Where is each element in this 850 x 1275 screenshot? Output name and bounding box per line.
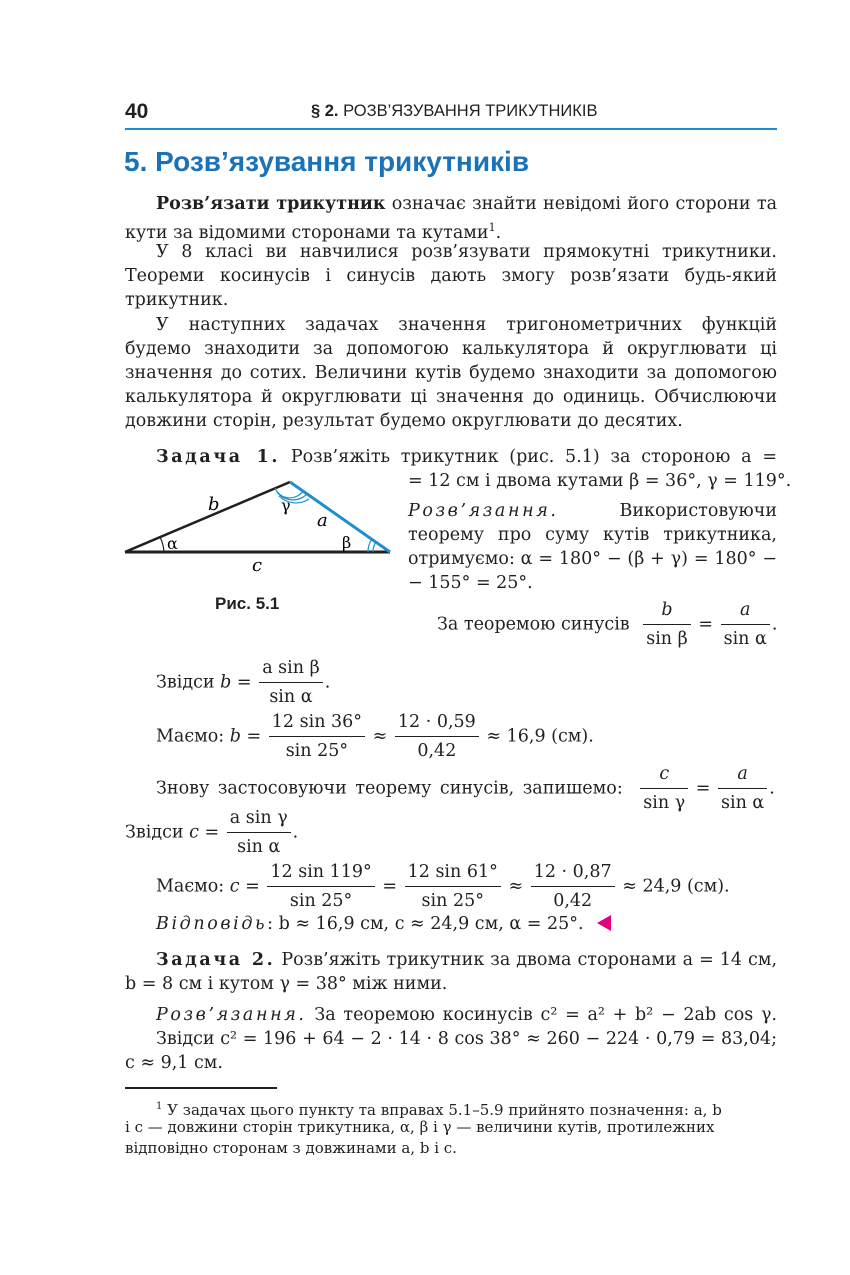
intro-p2-line1: У 8 класі ви навчилися розв’язувати прямокутні трикутники. — [156, 242, 777, 262]
c-step3-fraction: $\frac{12 \cdot 0,87}{0,42}$ — [531, 860, 615, 913]
end-of-solution-marker — [597, 915, 611, 931]
c-result: ≈ 24,9 (см). — [622, 876, 730, 897]
angle-beta-arc-1 — [368, 539, 372, 552]
section-label: § 2. — [311, 102, 339, 120]
b-formula-line: Звідси b = $\frac{\text{a sin β}}{\text{sin α}}$ . — [156, 658, 331, 707]
b-formula-fraction: $\frac{\text{a sin β}}{\text{sin α}}$ — [259, 656, 323, 709]
task1-label: Задача 1. — [156, 447, 281, 467]
ratio-b-sinbeta: $\frac{b}{\text{sin β}}$ — [643, 598, 691, 651]
label-b: b — [208, 494, 220, 515]
c-formula-line: Звідси c = $\frac{\text{a sin γ}}{\text{sin α}}$ . — [125, 808, 299, 857]
figure-caption: Рис. 5.1 — [215, 594, 280, 613]
ratio-a-sinalpha-2: $\frac{a}{\text{sin α}}$ — [718, 762, 767, 815]
sine-theorem-line: За теоремою синусів $\frac{b}{\text{sin β}}$ = $\frac{a}{\text{sin α}}$ . — [437, 600, 778, 649]
c-step1-fraction: $\frac{12 \sin 119^\circ}{\sin 25^\circ}$ — [267, 860, 374, 913]
task1-solution-line4: − 155° = 25°. — [408, 573, 533, 593]
task1-solution-line2: теорему про суму кутів трикутника, — [408, 525, 777, 545]
intro-p1-line1: Розв’язати трикутник означає знайти невідомі його сторони та — [156, 194, 777, 214]
ratio-c-singamma: $\frac{c}{\text{sin γ}}$ — [640, 762, 688, 815]
footnote-ref: 1 — [488, 221, 496, 234]
label-a: a — [317, 510, 328, 531]
footnote-marker: 1 — [156, 1101, 163, 1112]
page-number: 40 — [125, 100, 149, 123]
c-step2-fraction: $\frac{12 \sin 61^\circ}{\sin 25^\circ}$ — [405, 860, 501, 913]
label-beta: β — [342, 533, 352, 552]
answer-label: Відповідь — [156, 914, 268, 934]
term-bold: Розв’язати трикутник — [156, 194, 386, 214]
task2-line1: Задача 2. Розв’яжіть трикутник за двома сторонами a = 14 см, — [156, 950, 778, 970]
task1-solution-label: Розв’язання. — [408, 501, 559, 521]
side-b — [125, 482, 290, 552]
triangle-figure — [120, 478, 400, 583]
footnote-line1: $^1$ У задачах цього пункту та вправах 5.1–5.9 прийнято позначення: a, b — [156, 1101, 722, 1119]
task2-solution-line2: Звідси c² = 196 + 64 − 2 · 14 · 8 cos 38° ≈ 260 − 224 · 0,79 = 83,04; — [156, 1029, 777, 1049]
b-step1-fraction: $\frac{12 \sin 36^\circ}{\sin 25^\circ}$ — [269, 710, 365, 763]
running-header — [311, 102, 598, 121]
intro-p1-line2: кути за відомими сторонами та кутами$^1$. — [125, 221, 502, 243]
label-alpha: α — [167, 534, 178, 553]
side-a — [290, 482, 390, 552]
task2-solution-line3: c ≈ 9,1 см. — [125, 1053, 223, 1073]
b-computation-line: Маємо: b = $\frac{12 \sin 36^\circ}{\sin 25^\circ}$ ≈ $\frac{12 \cdot 0,59}{0,42}$ ≈ 16,9 (см). — [156, 712, 594, 761]
task2-solution-line1: Розв’язання. За теоремою косинусів c² = a² + b² − 2ab cos γ. — [156, 1005, 777, 1025]
task2-label: Задача 2. — [156, 950, 276, 970]
intro-p2-line3: трикутник. — [125, 290, 229, 310]
footnote-line3: відповідно сторонам з довжинами a, b і c. — [125, 1139, 457, 1157]
intro-p3-line3: значення до сотих. Величини кутів будемо знаходити за допомогою — [125, 363, 777, 383]
angle-alpha-arc — [160, 537, 164, 552]
label-c: c — [252, 555, 263, 576]
intro-p2-line2: Теореми косинусів і синусів дають змогу розв’язати будь-який — [125, 266, 777, 286]
footnote-rule — [125, 1087, 277, 1089]
intro-p3-line1: У наступних задачах значення тригонометричних функцій — [156, 315, 777, 335]
section-heading: 5. Розв’язування трикутників — [124, 146, 530, 177]
intro-p3-line2: будемо знаходити за допомогою калькулятора й округлювати ці — [125, 339, 777, 359]
section-title: РОЗВ’ЯЗУВАННЯ ТРИКУТНИКІВ — [343, 102, 598, 120]
task1-line2: = 12 см і двома кутами β = 36°, γ = 119°. — [408, 471, 792, 491]
intro-p3-line5: довжини сторін, результат будемо округлювати до десятих. — [125, 411, 683, 431]
again-sine-line: Знову застосовуючи теорему синусів, запишемо: $\frac{c}{\text{sin γ}}$ = $\frac{a}{\text{sin α}}$ . — [156, 764, 775, 813]
task2-solution-label: Розв’язання. — [156, 1005, 307, 1025]
task1-solution-line1: Розв’язання. Використовуючи — [408, 501, 777, 521]
header-rule — [125, 128, 777, 130]
label-gamma: γ — [281, 496, 291, 515]
b-step2-fraction: $\frac{12 \cdot 0,59}{0,42}$ — [395, 710, 479, 763]
c-formula-fraction: $\frac{\text{a sin γ}}{\text{sin α}}$ — [227, 806, 291, 859]
task1-line1: Задача 1. Розв’яжіть трикутник (рис. 5.1) за стороною a = — [156, 447, 777, 467]
task1-solution-line3: отримуємо: α = 180° − (β + γ) = 180° − — [408, 549, 777, 569]
c-computation-line: Маємо: c = $\frac{12 \sin 119^\circ}{\sin 25^\circ}$ = $\frac{12 \sin 61^\circ}{\sin 25^\circ}$ ≈ $\frac{12 \cdot 0,87}{0,42}$ ≈ 24,9 (см). — [156, 862, 730, 911]
task1-answer: Відповідь: b ≈ 16,9 см, c ≈ 24,9 см, α = 25°. — [156, 912, 611, 936]
ratio-a-sinalpha: $\frac{a}{\text{sin α}}$ — [721, 598, 770, 651]
intro-p3-line4: калькулятора й округлювати ці значення до одиниць. Обчислюючи — [125, 387, 777, 407]
footnote-line2: і c — довжини сторін трикутника, α, β і γ — величини кутів, протилежних — [125, 1118, 715, 1136]
task2-line2: b = 8 см і кутом γ = 38° між ними. — [125, 974, 448, 994]
b-result: ≈ 16,9 (см). — [486, 726, 594, 747]
